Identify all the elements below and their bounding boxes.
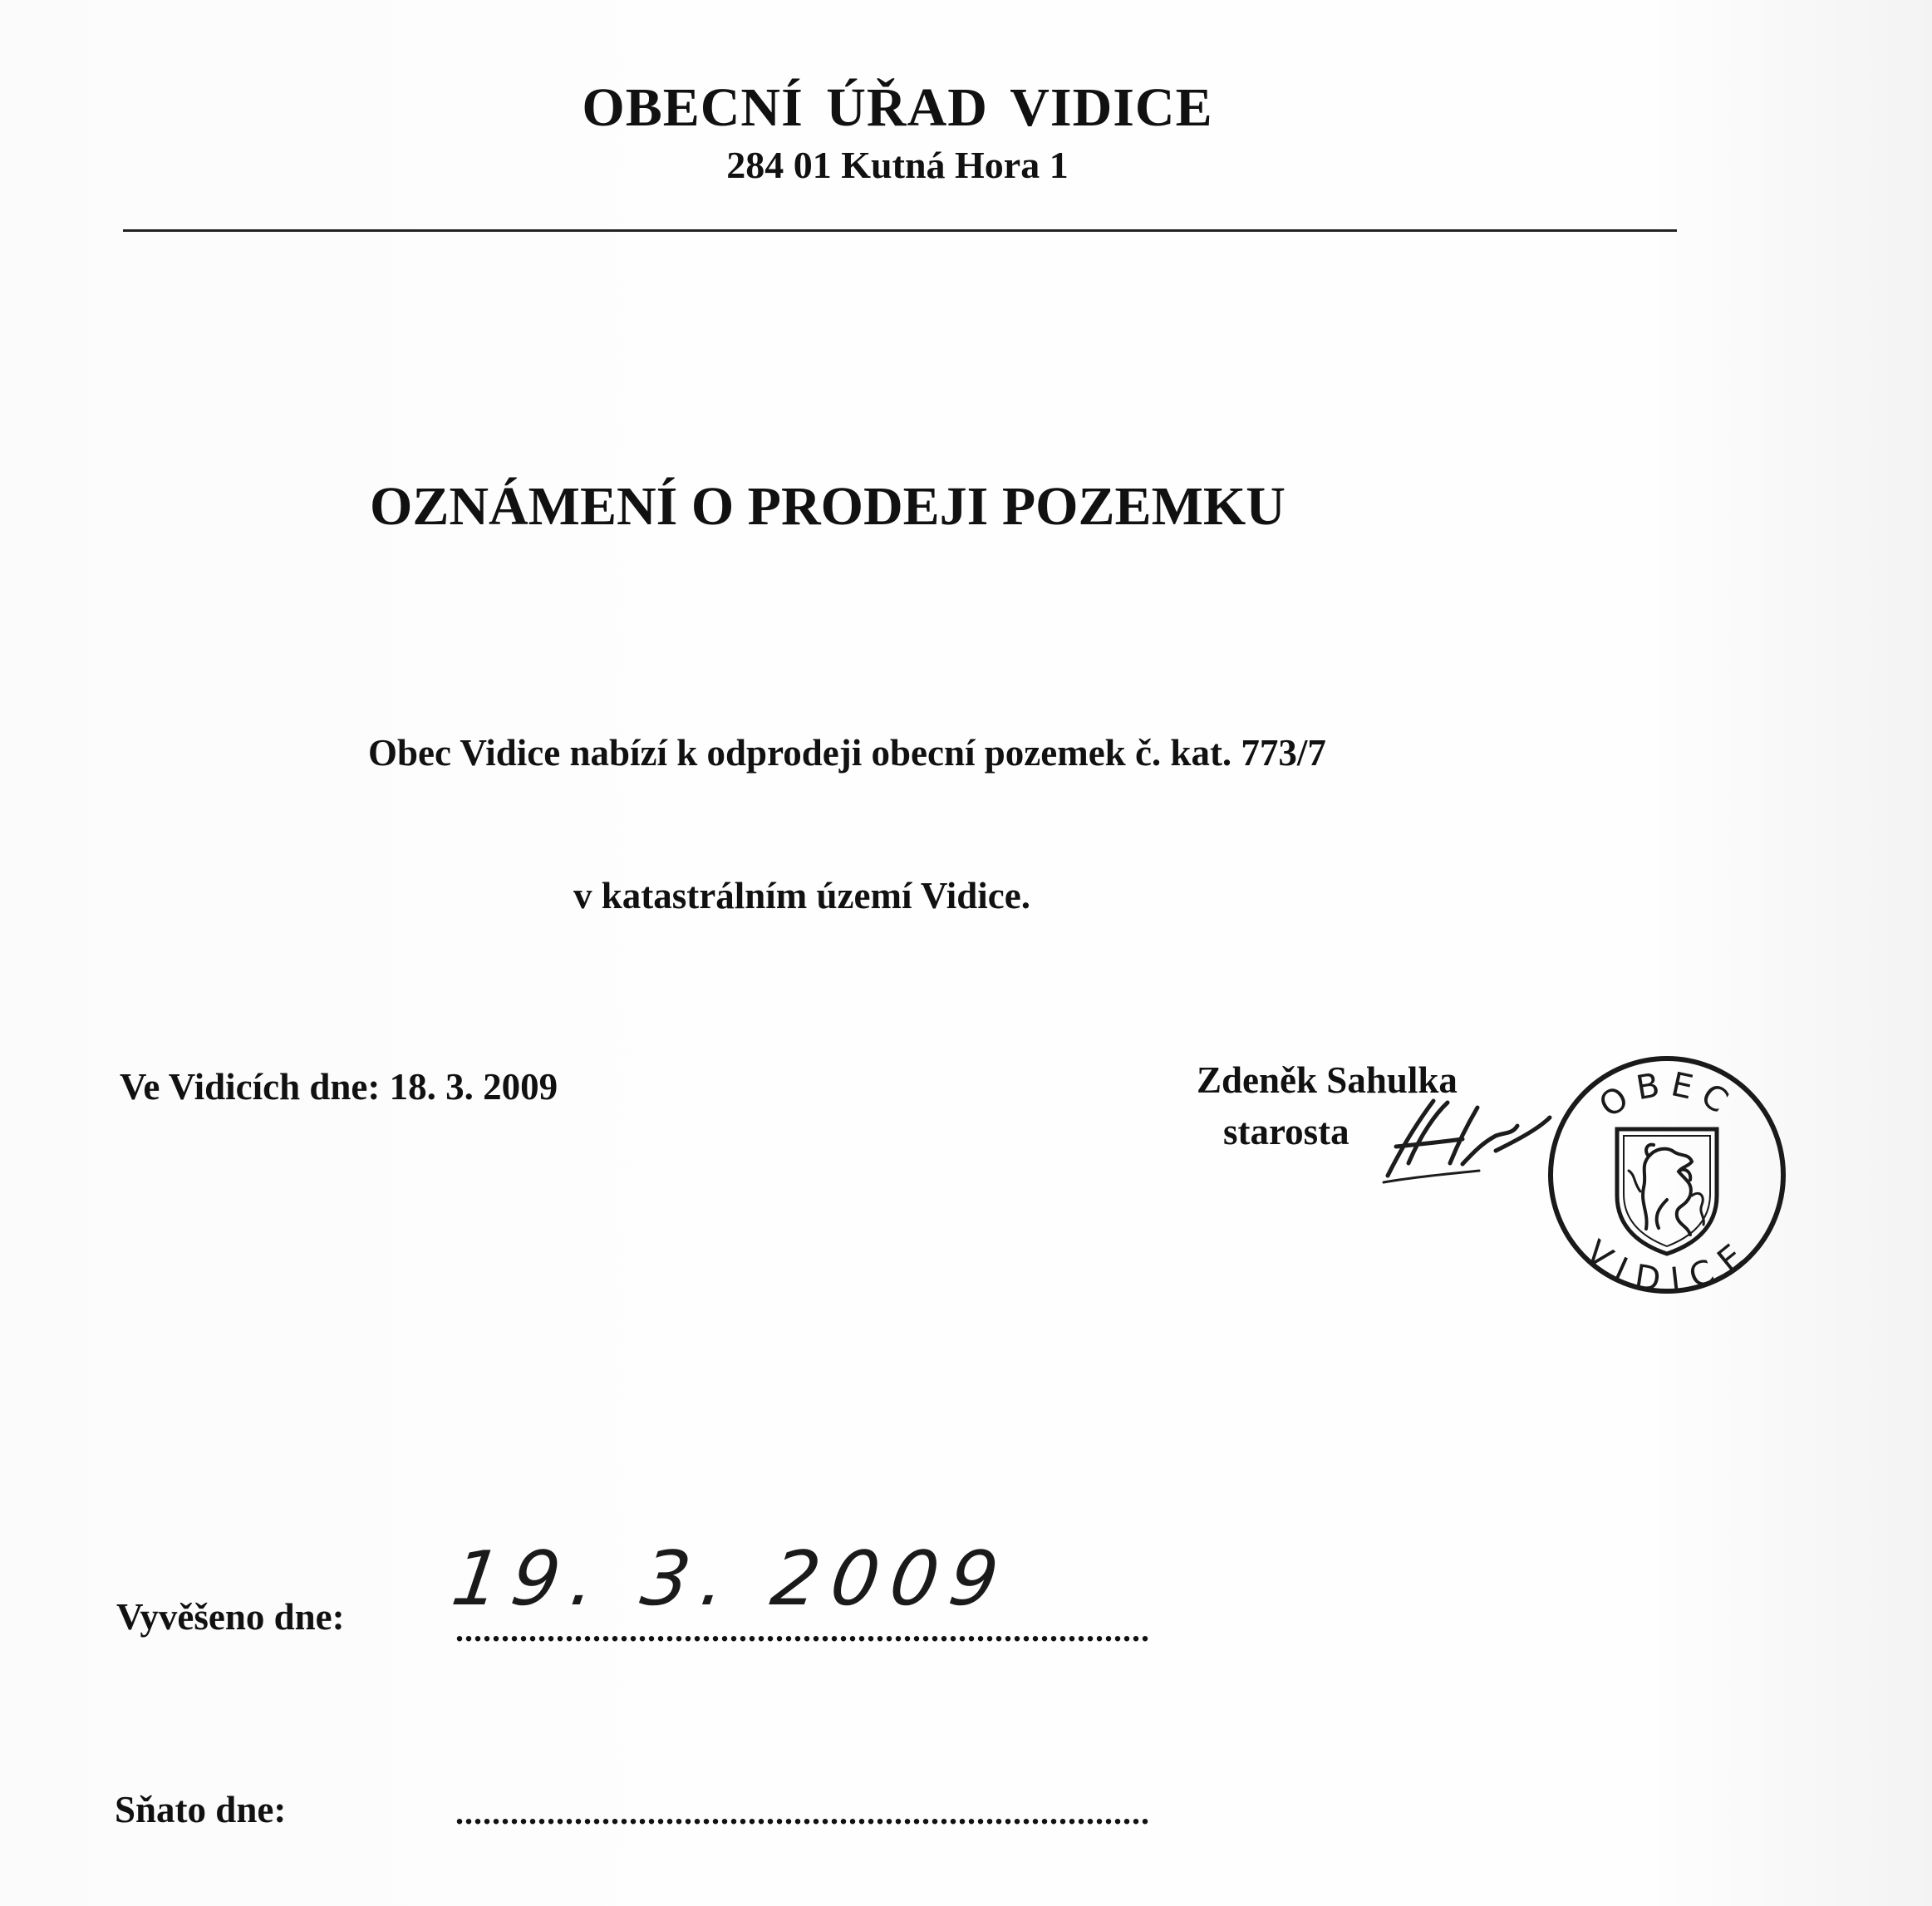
mayor-title: starosta <box>1223 1111 1349 1152</box>
header-divider <box>123 229 1677 232</box>
municipal-stamp <box>1542 1050 1792 1299</box>
stamp-top-text: OBEC <box>1592 1064 1742 1126</box>
coat-of-arms-icon <box>1617 1129 1717 1254</box>
removed-date-line: ............................................................................ <box>455 1794 1150 1831</box>
stamp-bottom-text: VIDICE <box>1577 1233 1757 1299</box>
notice-title: OZNÁMENÍ O PRODEJI POZEMKU <box>370 476 1286 537</box>
office-name: OBECNÍ ÚŘAD VIDICE <box>582 77 1213 138</box>
mayor-signature <box>1371 1084 1554 1192</box>
notice-body-line-1: Obec Vidice nabízí k odprodeji obecní pozemek č. kat. 773/7 <box>368 732 1326 774</box>
notice-body-line-2: v katastrálním území Vidice. <box>573 875 1030 916</box>
office-address: 284 01 Kutná Hora 1 <box>726 144 1069 186</box>
place-and-date: Ve Vidicích dne: 18. 3. 2009 <box>120 1066 558 1108</box>
svg-text:OBEC <box>1593 1065 1742 1126</box>
posted-label: Vyvěšeno dne: <box>116 1596 345 1638</box>
posted-date-line: ............................................................................ <box>455 1611 1150 1648</box>
posted-date-handwritten: 19. 3. 2009 <box>446 1535 1015 1623</box>
mayor-name: Zdeněk Sahulka <box>1197 1059 1458 1101</box>
removed-label: Sňato dne: <box>115 1789 287 1830</box>
